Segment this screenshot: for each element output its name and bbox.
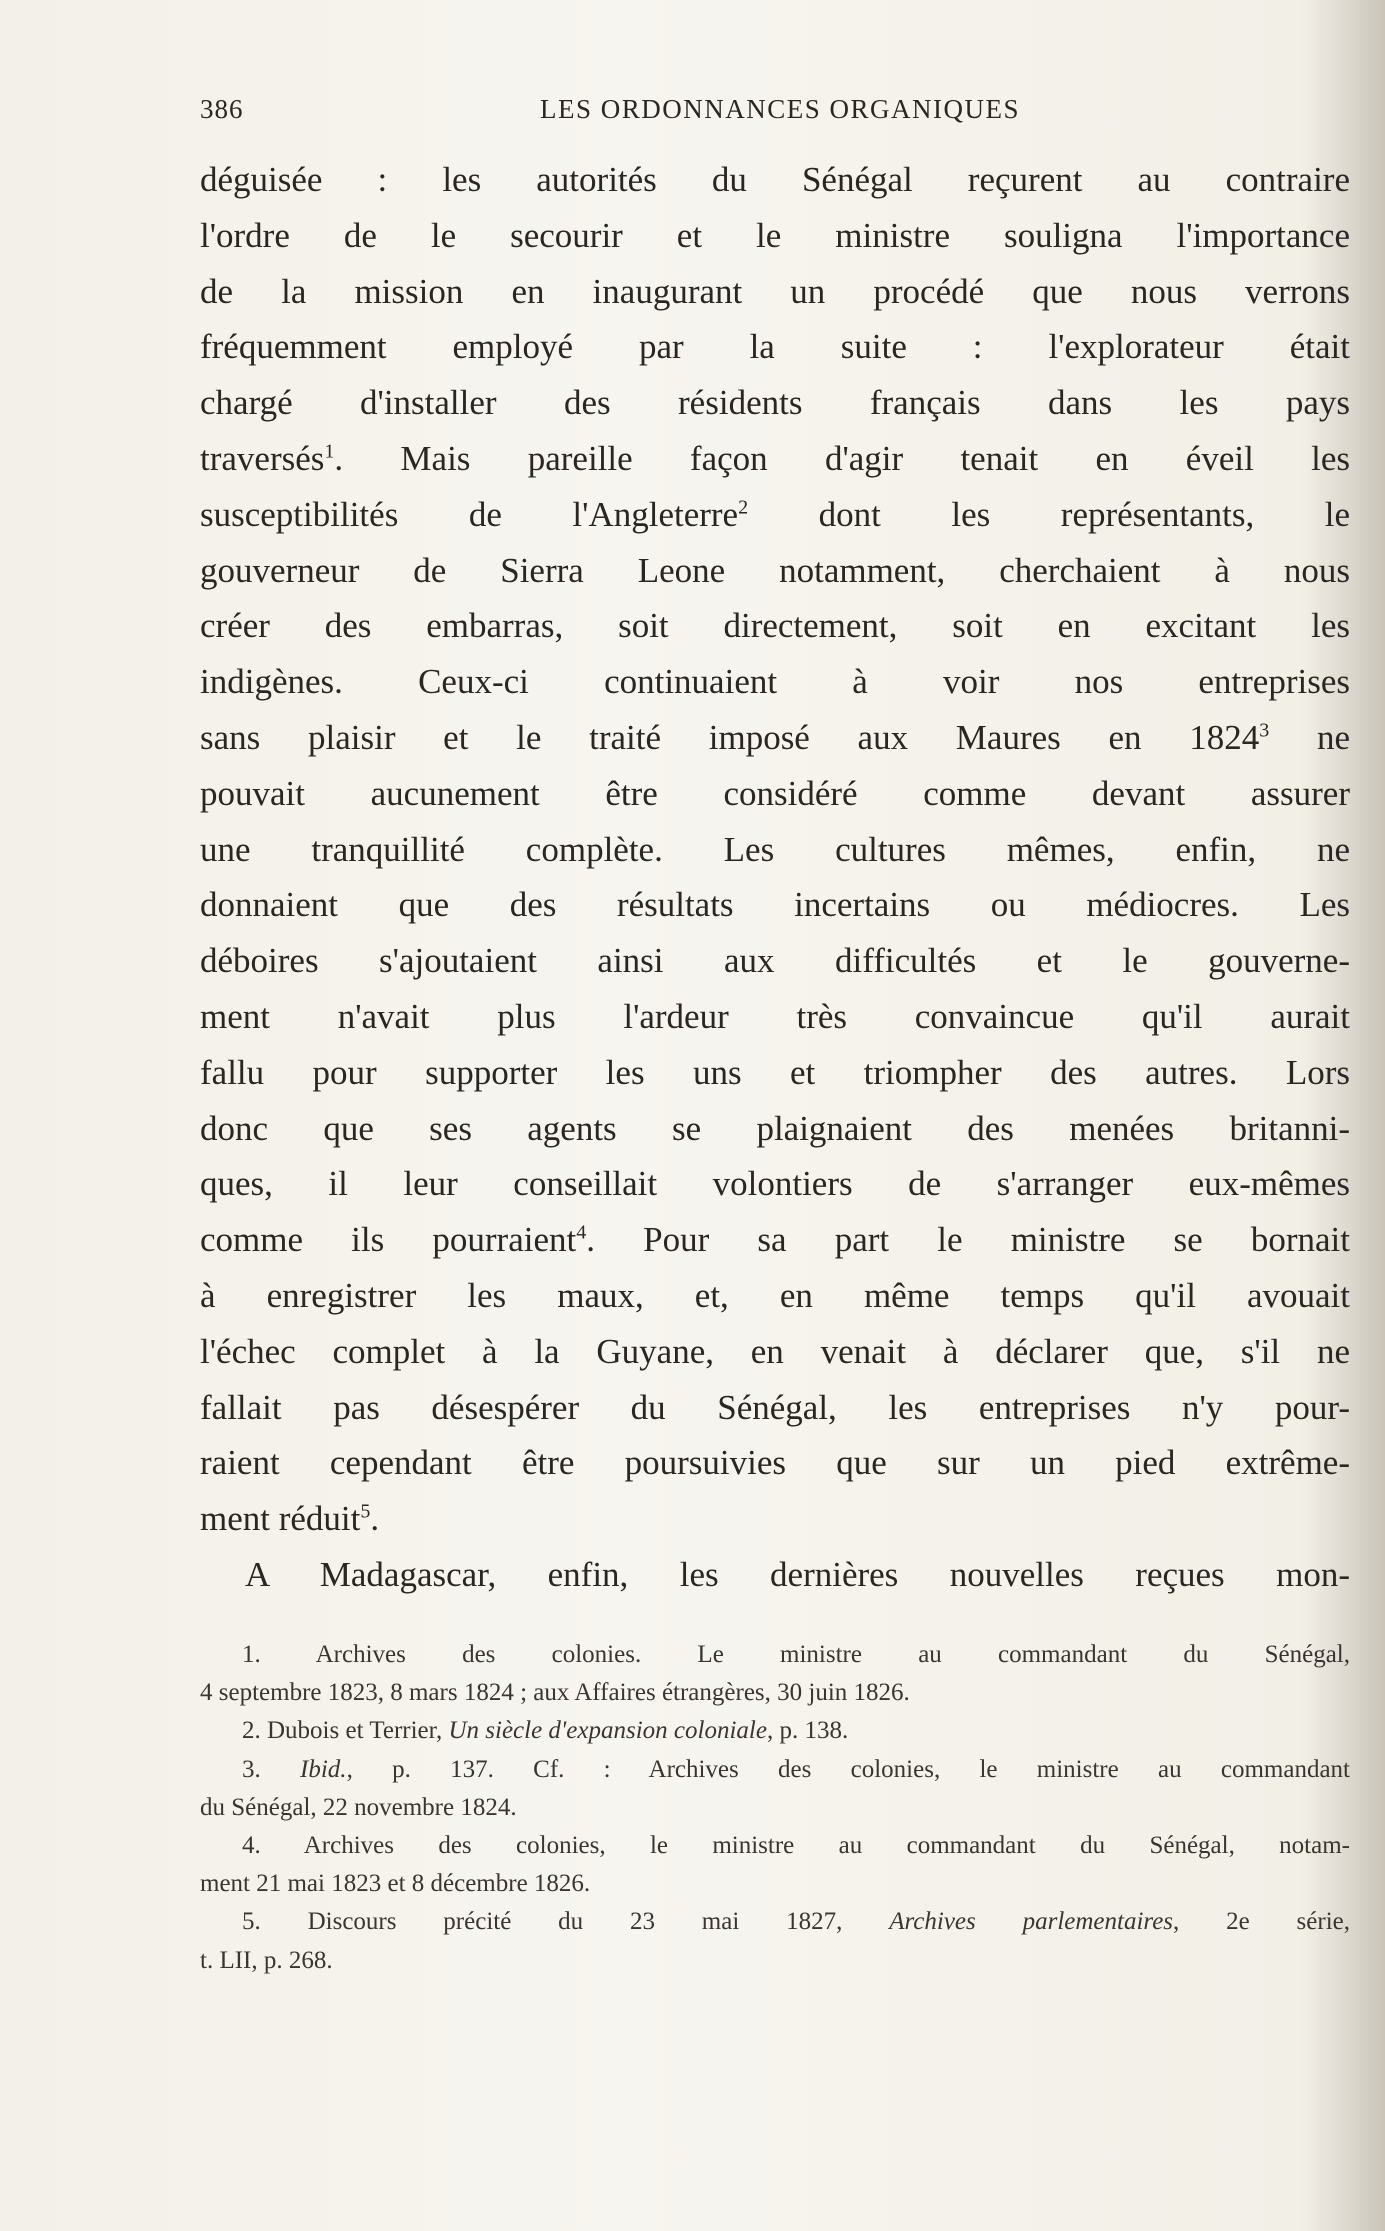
text-line — [200, 1491, 1350, 1547]
text-line — [200, 710, 1350, 766]
running-head: LES ORDONNANCES ORGANIQUES — [539, 94, 1021, 124]
footnote-marker: 2 — [738, 496, 749, 519]
text-line: gouverneur de Sierra Leone notamment, cherchaient à nous — [200, 550, 1350, 590]
text-line: de la mission en inaugurant un procédé que nous verrons — [200, 271, 1350, 311]
text-line: donnaient que des résultats incertains ou médiocres. Les — [200, 885, 1350, 925]
text-line: indigènes. Ceux-ci continuaient à voir nos entreprises — [200, 662, 1350, 702]
footnote-marker: 3 — [1259, 719, 1270, 742]
text-line: donc que ses agents se plaignaient des menées britanni- — [200, 1108, 1350, 1148]
text-line: déboires s'ajoutaient ainsi aux difficultés et le gouverne- — [200, 941, 1350, 981]
text-line — [200, 1212, 1350, 1268]
text-segment: dont les représentants, le — [748, 494, 1350, 534]
text-line: déguisée : les autorités du Sénégal reçurent au contraire — [200, 160, 1350, 199]
text-line: l'échec complet à la Guyane, en venait à déclarer que, s'il ne — [200, 1331, 1350, 1371]
text-line: à enregistrer les maux, et, en même temps qu'il avouait — [200, 1275, 1350, 1315]
text-segment: , p. 138. — [766, 1717, 849, 1745]
text-segment: 3. — [242, 1755, 301, 1783]
text-line: fallu pour supporter les uns et triompher des autres. Lors — [200, 1052, 1350, 1092]
footnote-marker: 4 — [576, 1221, 587, 1244]
footnote-marker: 1 — [324, 440, 335, 463]
text-segment: 5. Discours précité du 23 mai 1827, — [242, 1908, 890, 1936]
text-segment: . Pour sa part le ministre se bornait — [586, 1220, 1351, 1260]
text-segment: ment réduit — [200, 1499, 361, 1539]
footnote-line: 4. Archives des colonies, le ministre au commandant du Sénégal, notam- — [242, 1831, 1350, 1859]
body-text — [200, 152, 1350, 1603]
footnote-line: t. LII, p. 268. — [200, 1946, 333, 1974]
page-number: 386 — [200, 94, 244, 124]
footnotes — [200, 1636, 1350, 1980]
italic-title: Ibid. — [300, 1755, 347, 1783]
text-line: fréquemment employé par la suite : l'explorateur était — [200, 327, 1350, 367]
text-line: une tranquillité complète. Les cultures mêmes, enfin, ne — [200, 829, 1350, 869]
text-line: l'ordre de le secourir et le ministre souligna l'importance — [200, 215, 1350, 255]
page-header — [200, 86, 1350, 126]
footnote-marker: 5 — [360, 1500, 371, 1523]
text-segment: , 2e série, — [1173, 1908, 1350, 1936]
text-segment: comme ils pourraient — [200, 1220, 577, 1260]
footnote-line: ment 21 mai 1823 et 8 décembre 1826. — [200, 1870, 591, 1898]
text-segment: 2. Dubois et Terrier, — [242, 1717, 449, 1745]
text-line: chargé d'installer des résidents français dans les pays — [200, 383, 1350, 423]
text-segment: susceptibilités de l'Angleterre — [200, 494, 739, 534]
text-segment: sans plaisir et le traité imposé aux Maures en 1824 — [200, 717, 1260, 757]
text-segment: traversés — [200, 438, 325, 478]
text-line: créer des embarras, soit directement, soit en excitant les — [200, 606, 1350, 646]
italic-title: Archives parlementaires — [889, 1908, 1174, 1936]
text-segment: . Mais pareille façon d'agir tenait en éveil les — [334, 438, 1350, 478]
text-segment: . — [370, 1499, 380, 1539]
text-segment: ne — [1269, 717, 1350, 757]
footnote-line — [200, 1903, 1350, 1941]
text-line: fallait pas désespérer du Sénégal, les entreprises n'y pour- — [200, 1387, 1350, 1427]
footnote-line: 1. Archives des colonies. Le ministre au commandant du Sénégal, — [242, 1641, 1350, 1668]
text-line — [200, 487, 1350, 543]
footnote-line: du Sénégal, 22 novembre 1824. — [200, 1793, 517, 1821]
footnote-line — [200, 1712, 1350, 1750]
italic-title: Un siècle d'expansion coloniale — [448, 1717, 767, 1745]
text-line: pouvait aucunement être considéré comme devant assurer — [200, 773, 1350, 813]
text-line: ques, il leur conseillait volontiers de s'arranger eux-mêmes — [200, 1164, 1350, 1204]
text-line: ment n'avait plus l'ardeur très convaincue qu'il aurait — [200, 996, 1350, 1036]
text-line: A Madagascar, enfin, les dernières nouvelles reçues mon- — [245, 1554, 1350, 1594]
text-line: raient cependant être poursuivies que sur un pied extrême- — [200, 1443, 1350, 1483]
text-segment: , p. 137. Cf. : Archives des colonies, le ministre au commandant — [346, 1755, 1350, 1783]
footnote-line: 4 septembre 1823, 8 mars 1824 ; aux Affaires étrangères, 30 juin 1826. — [200, 1679, 910, 1707]
text-line — [200, 431, 1350, 487]
footnote-line — [200, 1751, 1350, 1789]
